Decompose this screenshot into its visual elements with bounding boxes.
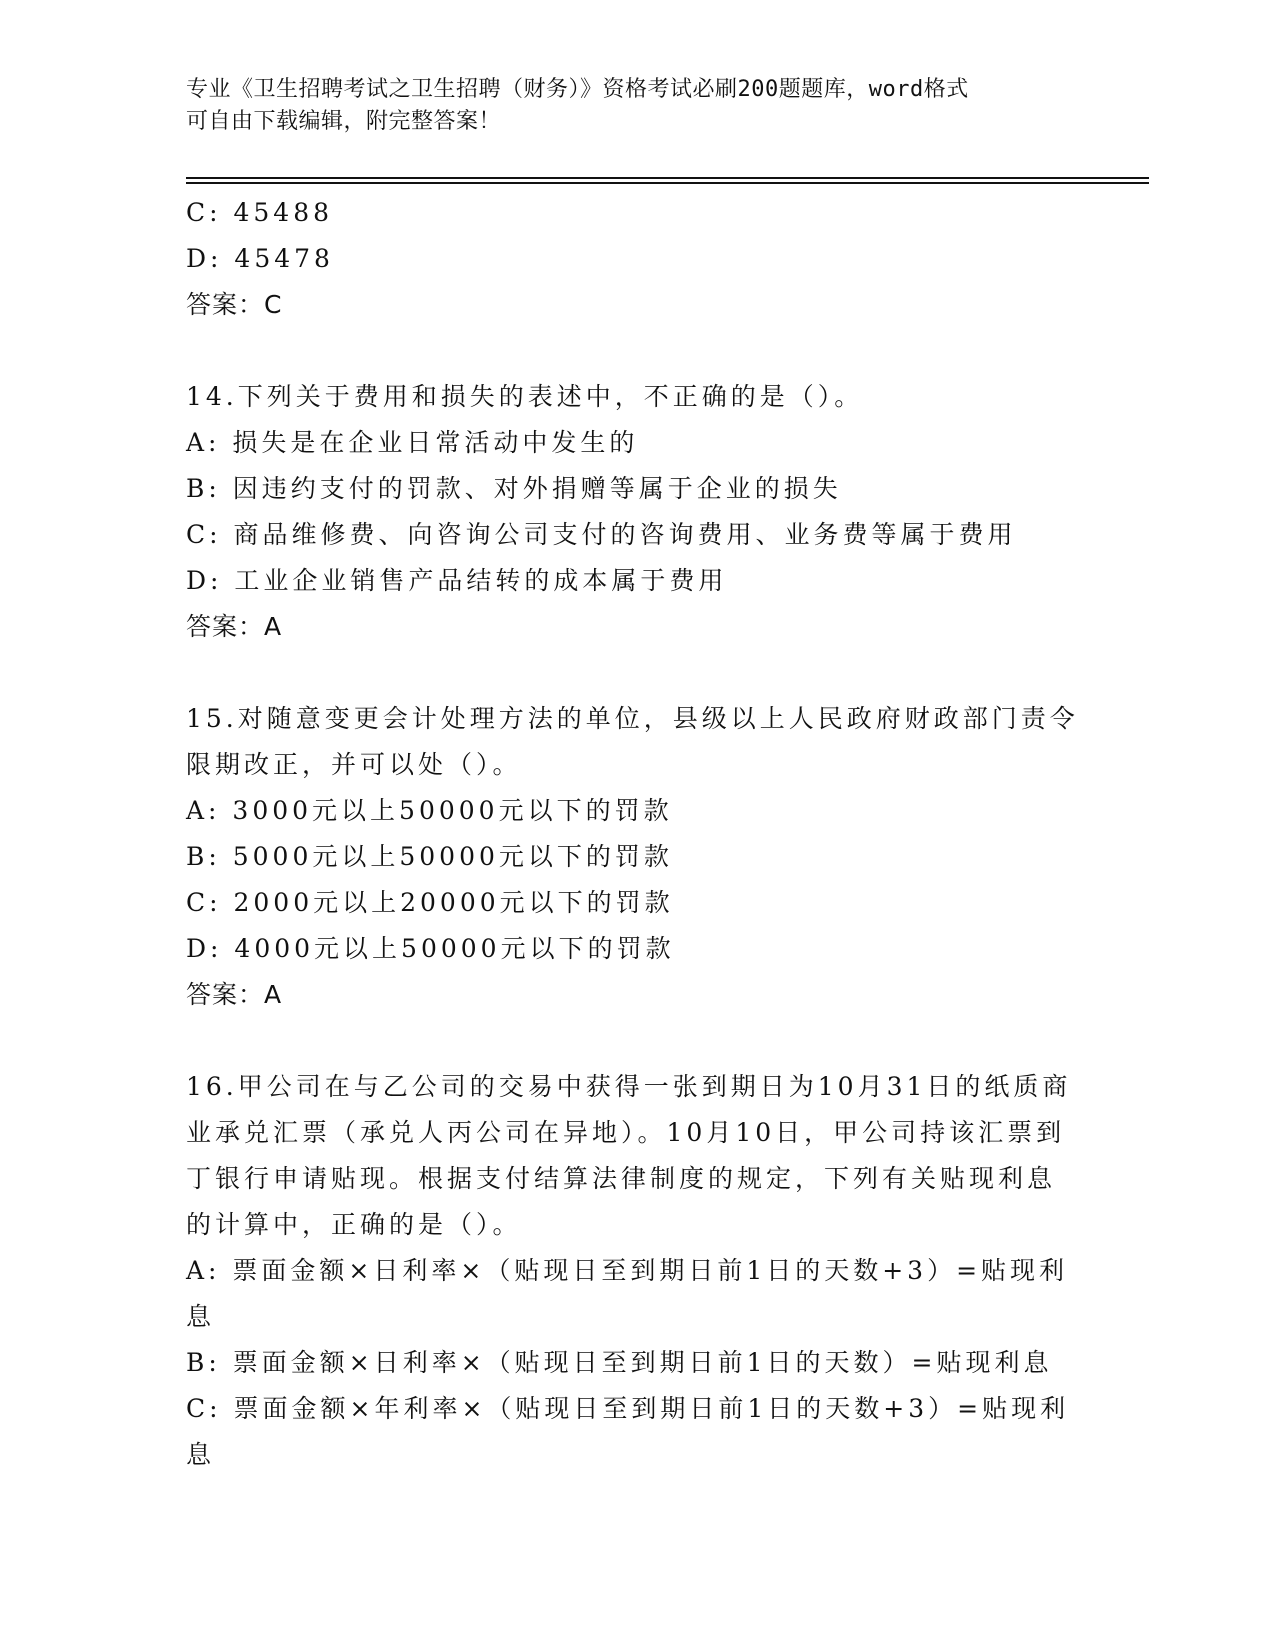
question-stem-line-1: 15.对随意变更会计处理方法的单位，县级以上人民政府财政部门责令 — [186, 704, 1079, 733]
header-divider-bottom — [186, 182, 1149, 184]
spacer — [186, 328, 1086, 374]
option-a: A: 损失是在企业日常活动中发生的 — [186, 428, 639, 457]
option-a-line-2: 息 — [186, 1302, 216, 1331]
document-header — [186, 74, 1086, 138]
question-stem-line-3: 丁银行申请贴现。根据支付结算法律制度的规定，下列有关贴现利息 — [186, 1164, 1057, 1193]
question-stem-line-2: 业承兑汇票（承兑人丙公司在异地）。10月10日，甲公司持该汇票到 — [186, 1118, 1066, 1147]
option-b: B: 5000元以上50000元以下的罚款 — [186, 842, 673, 871]
option-d: D: 45478 — [186, 244, 334, 273]
option-a-line-1: A: 票面金额×日利率×（贴现日至到期日前1日的天数+3）=贴现利 — [186, 1256, 1069, 1285]
option-b: B: 因违约支付的罚款、对外捐赠等属于企业的损失 — [186, 474, 842, 503]
question-15 — [186, 696, 1086, 1018]
spacer — [186, 650, 1086, 696]
option-d: D: 4000元以上50000元以下的罚款 — [186, 934, 675, 963]
question-14 — [186, 374, 1086, 650]
header-divider-top — [186, 177, 1149, 179]
answer: 答案：C — [186, 290, 283, 319]
question-13-continued — [186, 190, 1086, 328]
option-c-line-2: 息 — [186, 1440, 216, 1469]
question-stem-line-2: 限期改正，并可以处（）。 — [186, 750, 522, 779]
option-c: C: 2000元以上20000元以下的罚款 — [186, 888, 674, 917]
question-stem: 14.下列关于费用和损失的表述中，不正确的是（）。 — [186, 382, 864, 411]
question-stem-line-4: 的计算中，正确的是（）。 — [186, 1210, 522, 1239]
option-b: B: 票面金额×日利率×（贴现日至到期日前1日的天数）=贴现利息 — [186, 1348, 1053, 1377]
question-stem-line-1: 16.甲公司在与乙公司的交易中获得一张到期日为10月31日的纸质商 — [186, 1072, 1072, 1101]
spacer — [186, 1018, 1086, 1064]
question-list — [186, 190, 1086, 1478]
question-16 — [186, 1064, 1086, 1478]
option-c: C: 商品维修费、向咨询公司支付的咨询费用、业务费等属于费用 — [186, 520, 1017, 549]
answer: 答案：A — [186, 612, 283, 641]
option-d: D: 工业企业销售产品结转的成本属于费用 — [186, 566, 728, 595]
header-title-line-2: 可自由下载编辑，附完整答案！ — [186, 109, 502, 134]
header-title-line-1: 专业《卫生招聘考试之卫生招聘（财务）》资格考试必刷200题题库，word格式 — [186, 77, 969, 102]
answer: 答案：A — [186, 980, 283, 1009]
option-a: A: 3000元以上50000元以下的罚款 — [186, 796, 673, 825]
option-c-line-1: C: 票面金额×年利率×（贴现日至到期日前1日的天数+3）=贴现利 — [186, 1394, 1070, 1423]
option-c: C: 45488 — [186, 198, 334, 227]
